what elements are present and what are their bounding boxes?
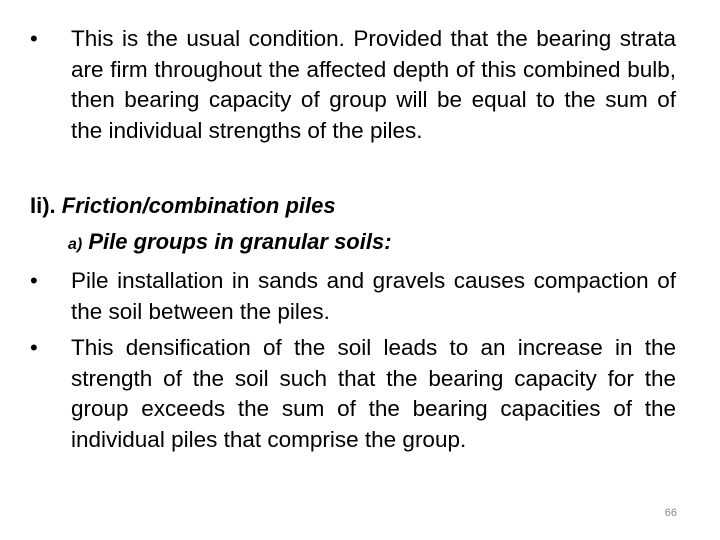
bullet-paragraph-densification [30,333,676,455]
bullet-paragraph-usual-condition [30,24,676,146]
section-heading-friction-piles [30,192,336,220]
subsection-heading-granular-soils [68,228,392,259]
section-number: Ii). [30,193,56,218]
bullet-paragraph-pile-installation [30,266,676,327]
page-number: 66 [664,507,677,519]
subsection-label: a) [68,236,83,253]
paragraph-text: This is the usual condition. Provided that the bearing strata are firm throughout the affected depth of this combined bulb, then bearing capacity of group will be equal to the sum of the individual strengths of the piles. [71,26,676,143]
paragraph-text: Pile installation in sands and gravels causes compaction of the soil between the piles. [71,268,676,324]
section-title: Friction/combination piles [61,193,336,218]
paragraph-text: This densification of the soil leads to an increase in the strength of the soil such that the bearing capacity for the group exceeds the sum of the bearing capacities of the individual piles that comprise the group. [71,335,676,452]
bullet-icon: • [30,335,38,360]
bullet-icon: • [30,268,38,293]
bullet-icon: • [30,26,38,51]
subsection-title: Pile groups in granular soils: [88,229,392,254]
